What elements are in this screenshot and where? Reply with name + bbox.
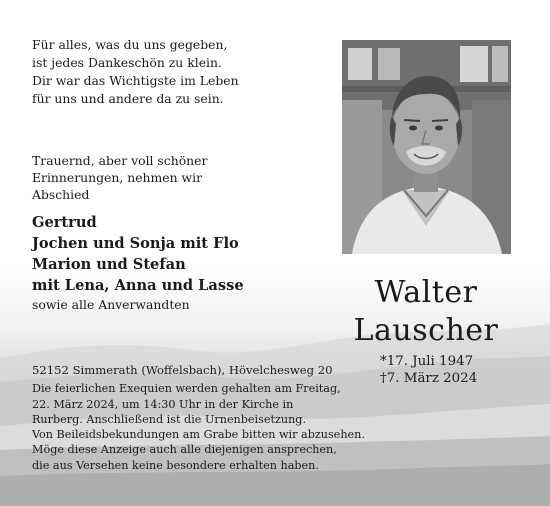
- notice-line: die aus Versehen keine besondere erhalten haben.: [32, 458, 319, 472]
- poem-line: für uns und andere da zu sein.: [32, 91, 224, 106]
- poem-line: Für alles, was du uns gegeben,: [32, 37, 228, 52]
- portrait-photo: [342, 40, 511, 254]
- notice-line: Möge diese Anzeige auch alle diejenigen ansprechen,: [32, 443, 337, 457]
- notice-line: Die feierlichen Exequien werden gehalten am Freitag,: [32, 382, 341, 396]
- first-name: Walter: [374, 275, 478, 310]
- deceased-name: [338, 274, 514, 350]
- mourning-intro: [32, 152, 207, 203]
- birth-date: *17. Juli 1947: [380, 354, 474, 369]
- notice-line: 22. März 2024, um 14:30 Uhr in der Kirche in: [32, 397, 294, 411]
- intro-line: Erinnerungen, nehmen wir: [32, 170, 203, 185]
- last-name: Lauscher: [353, 313, 499, 348]
- family-address: 52152 Simmerath (Woffelsbach), Hövelchesweg 20: [32, 363, 333, 377]
- poem-line: Dir war das Wichtigste im Leben: [32, 73, 239, 88]
- notice-line: Von Beileidsbekundungen am Grabe bitten wir abzusehen.: [32, 428, 365, 442]
- family-member: Gertrud: [32, 214, 97, 231]
- notice-line: Rurberg. Anschließend ist die Urnenbeisetzung.: [32, 412, 307, 426]
- family-member: Jochen und Sonja mit Flo: [32, 235, 239, 252]
- family-list: [32, 212, 244, 314]
- death-date: †7. März 2024: [380, 371, 478, 386]
- family-member: Marion und Stefan: [32, 256, 186, 273]
- life-dates: [380, 353, 477, 387]
- poem-line: ist jedes Dankeschön zu klein.: [32, 55, 222, 70]
- portrait-illustration: [342, 40, 511, 254]
- memorial-poem: [32, 36, 239, 108]
- funeral-details: [32, 363, 365, 473]
- intro-line: Trauernd, aber voll schöner: [32, 153, 208, 168]
- family-member: mit Lena, Anna und Lasse: [32, 277, 244, 294]
- relatives-line: sowie alle Anverwandten: [32, 297, 190, 312]
- intro-line: Abschied: [32, 187, 90, 202]
